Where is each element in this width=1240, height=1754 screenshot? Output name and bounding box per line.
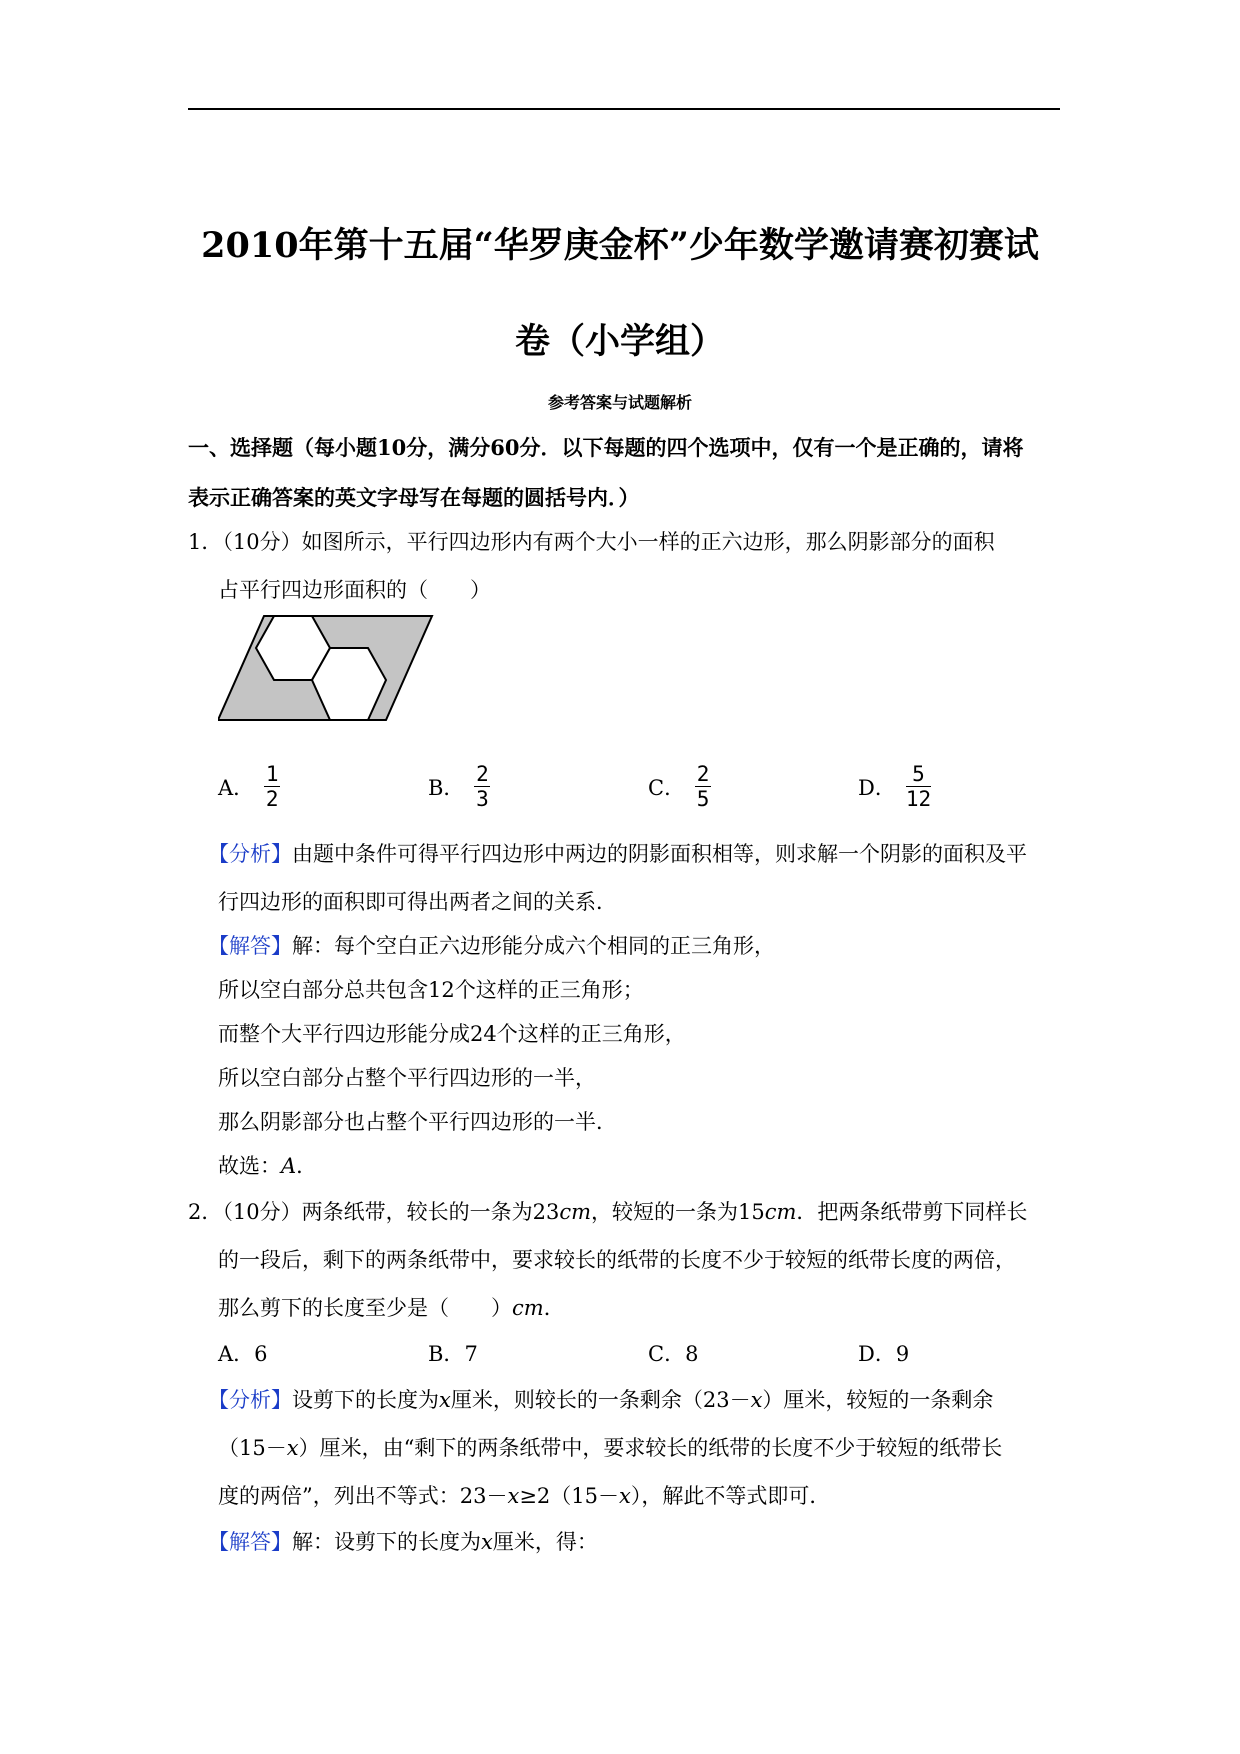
q2-option-d: [858, 1338, 909, 1368]
option-label: B．: [428, 775, 465, 800]
page-title-line2: 卷（小学组）: [514, 321, 725, 362]
subtitle: 参考答案与试题解析: [547, 393, 692, 412]
denominator: 5: [696, 787, 710, 811]
answer-text: 解：每个空白正六边形能分成六个相同的正三角形，: [292, 934, 775, 958]
q1-option-c: [648, 762, 711, 811]
option-value: 9: [895, 1342, 910, 1366]
variable: x: [439, 1388, 451, 1412]
text: 2．（10分）两条纸带，较长的一条为23: [188, 1200, 560, 1224]
text: ），解此不等式即可．: [630, 1484, 831, 1508]
q1-option-b: [428, 762, 490, 811]
q2-option-c: [648, 1338, 698, 1368]
variable: x: [619, 1484, 631, 1508]
section-heading-line2: 表示正确答案的英文字母写在每题的圆括号内．）: [188, 485, 640, 510]
q1-stem-line2: 占平行四边形面积的（ ）: [218, 578, 491, 602]
text: 厘米，得：: [492, 1530, 598, 1554]
q1-parallelogram-figure: [218, 614, 438, 726]
option-label: A．: [218, 775, 255, 800]
text: ，较短的一条为15: [591, 1200, 765, 1224]
q1-analysis-line2: 行四边形的面积即可得出两者之间的关系．: [218, 890, 617, 914]
answer-tag: 【解答】: [208, 1530, 292, 1554]
variable: x: [750, 1388, 763, 1412]
q1-analysis-line1: [208, 838, 1027, 868]
numerator: 1: [265, 762, 279, 786]
q1-answer-line2: 所以空白部分总共包含12个这样的正三角形；: [218, 978, 644, 1002]
option-value: 7: [464, 1342, 478, 1366]
q2-stem-line1: [188, 1196, 1027, 1226]
q1-option-a: [218, 762, 280, 811]
denominator: 2: [265, 787, 279, 811]
q1-answer-line4: 所以空白部分占整个平行四边形的一半，: [218, 1066, 596, 1090]
numerator: 2: [696, 762, 710, 786]
analysis-text: 由题中条件可得平行四边形中两边的阴影面积相等，则求解一个阴影的面积及平: [292, 842, 1027, 866]
numerator: 5: [912, 762, 925, 786]
q1-answer-line3: 而整个大平行四边形能分成24个这样的正三角形，: [218, 1022, 686, 1046]
text: ）厘米，较短的一条剩余: [762, 1388, 994, 1412]
section-heading-line1: 一、选择题（每小题10分，满分60分．以下每题的四个选项中，仅有一个是正确的，请将: [188, 435, 1024, 460]
q2-analysis-line1: [208, 1384, 993, 1414]
header-rule: [188, 108, 1060, 110]
text: 设剪下的长度为: [292, 1388, 439, 1412]
fraction: [695, 762, 711, 811]
page-title-line1: 2010年第十五届“华罗庚金杯”少年数学邀请赛初赛试: [201, 225, 1039, 266]
q1-option-d: [858, 762, 931, 811]
answer-final-choice: A: [281, 1154, 297, 1178]
q1-stem-line1: 1．（10分）如图所示，平行四边形内有两个大小一样的正六边形，那么阴影部分的面积: [188, 530, 995, 554]
unit: cm: [764, 1200, 797, 1224]
text: 度的两倍”，列出不等式：23－: [218, 1484, 508, 1508]
option-value: 8: [685, 1342, 699, 1366]
text: 解：设剪下的长度为: [292, 1530, 481, 1554]
denominator: 3: [476, 787, 489, 811]
q2-option-a: [218, 1338, 268, 1368]
q2-analysis-line3: [218, 1480, 830, 1510]
option-label: C．: [648, 1342, 686, 1366]
text: ）厘米，由“剩下的两条纸带中，要求较长的纸带的长度不少于较短的纸带长: [298, 1436, 1003, 1460]
option-label: D．: [858, 1342, 896, 1366]
fraction: [264, 762, 280, 811]
q2-option-b: [428, 1338, 478, 1368]
text: 那么剪下的长度至少是（ ）: [218, 1296, 512, 1320]
text: （15－: [218, 1436, 287, 1460]
q2-stem-line3: [218, 1292, 565, 1322]
variable: x: [481, 1530, 493, 1554]
numerator: 2: [476, 762, 489, 786]
text: ．把两条纸带剪下同样长: [796, 1200, 1028, 1224]
q1-answer-final: [218, 1150, 317, 1180]
q1-answer-line1: [208, 930, 775, 960]
option-label: A．: [218, 1342, 255, 1366]
fraction: [474, 762, 490, 811]
fraction: [906, 762, 931, 811]
text: ．: [543, 1296, 565, 1320]
option-value: 6: [254, 1342, 268, 1366]
q2-stem-line2: 的一段后，剩下的两条纸带中，要求较长的纸带的长度不少于较短的纸带长度的两倍，: [218, 1248, 1016, 1272]
analysis-tag: 【分析】: [208, 1388, 292, 1412]
answer-final-suffix: ．: [296, 1154, 318, 1178]
option-label: C．: [648, 775, 686, 800]
text: 厘米，则较长的一条剩余（23－: [450, 1388, 751, 1412]
unit: cm: [512, 1296, 544, 1320]
answer-tag: 【解答】: [208, 934, 292, 958]
text: ≥2（15－: [519, 1484, 619, 1508]
unit: cm: [559, 1200, 591, 1224]
option-label: D．: [858, 775, 896, 800]
option-label: B．: [428, 1342, 465, 1366]
variable: x: [507, 1484, 520, 1508]
analysis-tag: 【分析】: [208, 842, 292, 866]
q1-answer-line5: 那么阴影部分也占整个平行四边形的一半．: [218, 1110, 617, 1134]
variable: x: [286, 1436, 299, 1460]
denominator: 12: [905, 787, 932, 811]
q2-analysis-line2: [218, 1432, 1002, 1462]
answer-final-prefix: 故选：: [218, 1154, 281, 1178]
q2-answer-line1: [208, 1526, 598, 1556]
